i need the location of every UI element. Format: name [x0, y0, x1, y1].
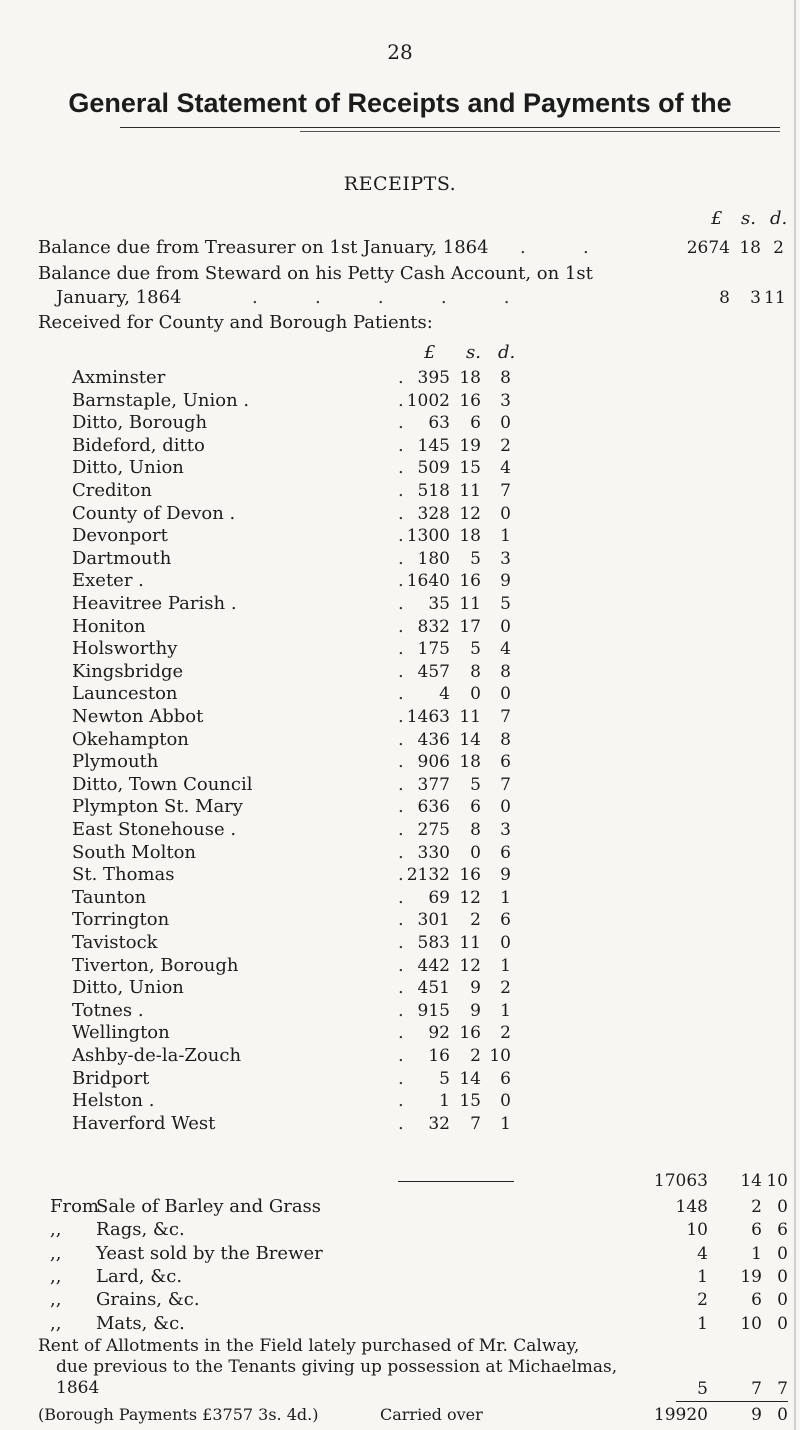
sales-pounds: 4	[697, 1243, 708, 1264]
patient-name: Tavistock	[72, 932, 158, 953]
sales-prefix: From	[50, 1196, 99, 1217]
leader-dots: . .	[520, 237, 589, 258]
leader-dot: .	[398, 706, 404, 727]
patient-pounds: 4	[439, 684, 450, 705]
sales-text: Rags, &c.	[96, 1219, 185, 1241]
rent-line2: due previous to the Tenants giving up possession at Michaelmas,	[56, 1357, 618, 1377]
patients-total-pounds: 17063	[653, 1171, 708, 1191]
rent-line1: Rent of Allotments in the Field lately purchased of Mr. Calway,	[38, 1336, 580, 1356]
patient-name: Exeter .	[72, 570, 144, 592]
patient-pounds: 2132	[406, 865, 450, 886]
patient-shillings: 16	[459, 1023, 481, 1044]
patient-name: South Molton	[72, 841, 196, 863]
sales-text: Sale of Barley and Grass	[96, 1196, 322, 1217]
sales-pounds: 1	[697, 1266, 708, 1287]
patient-pence: 4	[500, 458, 511, 479]
patient-shillings: 12	[459, 887, 481, 908]
sales-prefix: ,,	[50, 1289, 62, 1311]
leader-dot: .	[398, 751, 404, 773]
sales-shillings: 2	[751, 1197, 762, 1217]
patient-name: Okehampton	[72, 728, 189, 750]
patient-pounds: 518	[417, 481, 450, 501]
patient-pounds: 1300	[406, 526, 450, 547]
leader-dot: .	[398, 932, 404, 953]
patient-pounds: 832	[417, 616, 450, 637]
patient-shillings: 12	[459, 955, 481, 976]
rent-pence: 7	[777, 1379, 788, 1399]
patient-shillings: 2	[470, 1046, 481, 1066]
leader-dot: .	[398, 683, 404, 705]
title-rule	[120, 127, 780, 128]
patient-pence: 0	[500, 1091, 511, 1112]
patient-shillings: 11	[459, 707, 481, 727]
sales-pounds: 148	[675, 1197, 708, 1217]
patient-pounds: 16	[428, 1046, 450, 1066]
leader-dot: .	[398, 570, 404, 592]
patients-total-pence: 10	[766, 1171, 788, 1191]
county-heading: Received for County and Borough Patients:	[38, 312, 433, 333]
sales-prefix: ,,	[50, 1265, 62, 1287]
title-subrule	[300, 131, 780, 132]
patient-shillings: 15	[459, 1091, 481, 1112]
patient-name: County of Devon .	[72, 502, 236, 524]
patient-pounds: 915	[417, 1000, 450, 1021]
patient-pence: 6	[500, 1068, 511, 1089]
balance-treasurer-pence: 2	[773, 238, 784, 258]
patient-pounds: 457	[417, 661, 450, 682]
patient-shillings: 11	[459, 594, 481, 614]
balance-steward-line1: Balance due from Steward on his Petty Cash Account, on 1st	[38, 263, 593, 284]
pence-header: d.	[770, 208, 788, 229]
patients-shillings-header: s.	[466, 342, 481, 363]
sales-pounds: 2	[697, 1290, 708, 1311]
patient-shillings: 9	[470, 1000, 481, 1021]
patient-name: Honiton	[72, 615, 146, 637]
patient-name: Ditto, Union	[72, 977, 184, 999]
patient-shillings: 18	[459, 752, 481, 773]
patient-name: Torrington	[72, 909, 170, 931]
patient-name: Totnes .	[72, 999, 144, 1021]
patient-name: Taunton	[72, 886, 147, 908]
leader-dot: .	[398, 502, 404, 524]
patient-shillings: 14	[459, 1068, 481, 1089]
sales-pounds: 10	[686, 1220, 708, 1241]
patient-pence: 1	[500, 1113, 511, 1134]
patient-pence: 3	[500, 548, 511, 569]
leader-dot: .	[398, 796, 404, 818]
patient-pence: 1	[500, 955, 511, 976]
patient-name: Bridport	[72, 1067, 150, 1089]
patient-shillings: 15	[459, 458, 481, 479]
leader-dot: .	[398, 480, 404, 501]
patient-pounds: 330	[417, 842, 450, 863]
sales-prefix: ,,	[50, 1242, 62, 1264]
patient-shillings: 0	[470, 842, 481, 863]
rent-shillings: 7	[751, 1379, 762, 1399]
patient-pence: 5	[500, 594, 511, 614]
sales-shillings: 19	[740, 1266, 762, 1287]
patient-shillings: 18	[459, 368, 481, 388]
patient-name: Axminster	[72, 367, 166, 388]
sales-pence: 0	[777, 1243, 788, 1264]
balance-steward-line2: January, 1864	[56, 287, 182, 308]
patient-pounds: 395	[417, 368, 450, 388]
carried-over-label: Carried over	[380, 1405, 483, 1424]
patient-shillings: 16	[459, 865, 481, 886]
patient-pence: 0	[500, 413, 511, 434]
patient-pence: 1	[500, 526, 511, 547]
patient-shillings: 5	[470, 548, 481, 569]
patient-name: Haverford West	[72, 1112, 216, 1134]
leader-dot: .	[398, 977, 404, 999]
leader-dot: .	[398, 773, 404, 795]
patient-name: Wellington	[72, 1022, 170, 1044]
leader-dot: .	[398, 1090, 404, 1112]
patient-shillings: 6	[470, 413, 481, 434]
sales-text: Lard, &c.	[96, 1265, 183, 1287]
carried-over-pence: 0	[777, 1405, 788, 1425]
carried-over-shillings: 9	[751, 1405, 762, 1425]
balance-treasurer-shillings: 18	[739, 238, 761, 258]
patient-name: Tiverton, Borough	[72, 954, 239, 976]
rent-line3: 1864	[56, 1378, 100, 1398]
pounds-header: £	[711, 208, 723, 229]
patient-shillings: 8	[470, 820, 481, 840]
carried-over-pounds: 19920	[653, 1405, 708, 1425]
leader-dots: . . . . .	[252, 287, 510, 308]
patient-pounds: 436	[417, 729, 450, 750]
patient-shillings: 8	[470, 661, 481, 682]
patient-name: Devonport	[72, 525, 168, 547]
page-number: 28	[387, 40, 413, 64]
patient-pounds: 301	[417, 910, 450, 931]
patient-pounds: 275	[417, 820, 450, 840]
patient-pence: 0	[500, 616, 511, 637]
patient-shillings: 7	[470, 1113, 481, 1134]
sales-text: Grains, &c.	[96, 1289, 200, 1311]
patients-total-shillings: 14	[740, 1171, 762, 1191]
patient-pounds: 1640	[406, 571, 450, 592]
patient-pence: 1	[500, 1000, 511, 1021]
sales-pence: 6	[777, 1220, 788, 1241]
sales-prefix: ,,	[50, 1219, 62, 1241]
leader-dot: .	[398, 412, 404, 434]
patient-shillings: 12	[459, 503, 481, 524]
rent-pounds: 5	[697, 1379, 708, 1399]
patients-pounds-header: £	[424, 342, 436, 363]
leader-dot: .	[398, 819, 404, 840]
patient-name: Dartmouth	[72, 547, 172, 569]
leader-dot: .	[398, 434, 404, 456]
leader-dot: .	[398, 909, 404, 931]
leader-dot: .	[398, 525, 404, 547]
patient-name: Plymouth	[72, 751, 159, 773]
patient-name: Newton Abbot	[72, 706, 204, 727]
patient-pence: 0	[500, 684, 511, 705]
balance-steward-shillings: 3	[750, 288, 761, 308]
sales-pence: 0	[777, 1313, 788, 1334]
patient-pence: 2	[500, 978, 511, 999]
leader-dot: .	[398, 367, 404, 388]
patient-pounds: 63	[428, 413, 450, 434]
sales-text: Mats, &c.	[96, 1312, 185, 1334]
patient-pence: 7	[500, 774, 511, 795]
patient-pence: 6	[500, 752, 511, 773]
leader-dot: .	[398, 728, 404, 750]
leader-dot: .	[398, 999, 404, 1021]
sales-pence: 0	[777, 1266, 788, 1287]
patient-name: Ditto, Town Council	[72, 773, 253, 795]
sales-pence: 0	[777, 1290, 788, 1311]
patient-pence: 10	[489, 1046, 511, 1066]
leader-dot: .	[398, 389, 404, 411]
sales-pence: 0	[777, 1197, 788, 1217]
leader-dot: .	[398, 1067, 404, 1089]
patient-pence: 8	[500, 729, 511, 750]
patient-pence: 0	[500, 933, 511, 953]
sales-shillings: 10	[740, 1313, 762, 1334]
patient-name: St. Thomas	[72, 864, 175, 886]
balance-steward-pounds: 8	[719, 288, 730, 308]
patient-shillings: 2	[470, 910, 481, 931]
patient-pence: 7	[500, 481, 511, 501]
patient-pence: 2	[500, 435, 511, 456]
leader-dot: .	[398, 954, 404, 976]
patient-pounds: 583	[417, 933, 450, 953]
patient-shillings: 5	[470, 639, 481, 660]
receipts-heading: RECEIPTS.	[343, 173, 457, 195]
patient-name: Ditto, Union	[72, 457, 184, 479]
patient-shillings: 11	[459, 481, 481, 501]
leader-dot: .	[398, 841, 404, 863]
patient-pence: 1	[500, 887, 511, 908]
shillings-header: s.	[741, 208, 756, 229]
patient-pence: 3	[500, 820, 511, 840]
patient-pounds: 1463	[406, 707, 450, 727]
sales-text: Yeast sold by the Brewer	[96, 1242, 323, 1264]
patient-shillings: 11	[459, 933, 481, 953]
patient-pence: 6	[500, 842, 511, 863]
patients-subtotal-rule	[398, 1181, 514, 1182]
patient-pence: 8	[500, 368, 511, 388]
patient-pence: 8	[500, 661, 511, 682]
leader-dot: .	[398, 1022, 404, 1044]
patient-pounds: 32	[428, 1113, 450, 1134]
patient-pounds: 1002	[406, 390, 450, 411]
patient-pence: 4	[500, 639, 511, 660]
balance-treasurer-text: Balance due from Treasurer on 1st January, 1864	[38, 237, 489, 258]
patient-shillings: 16	[459, 390, 481, 411]
patient-pounds: 175	[417, 639, 450, 660]
patient-name: Crediton	[72, 480, 152, 501]
patient-pounds: 145	[417, 435, 450, 456]
patient-pence: 9	[500, 865, 511, 886]
patient-shillings: 17	[459, 616, 481, 637]
patient-pounds: 906	[417, 752, 450, 773]
patient-pounds: 377	[417, 774, 450, 795]
leader-dot: .	[398, 864, 404, 886]
patient-name: Plympton St. Mary	[72, 796, 243, 818]
patient-shillings: 16	[459, 571, 481, 592]
patient-pounds: 5	[439, 1068, 450, 1089]
patient-name: Bideford, ditto	[72, 434, 205, 456]
patient-pence: 3	[500, 390, 511, 411]
patient-name: Ditto, Borough	[72, 412, 208, 434]
leader-dot: .	[398, 457, 404, 479]
patient-name: Ashby-de-la-Zouch	[72, 1045, 242, 1066]
leader-dot: .	[398, 1045, 404, 1066]
leader-dot: .	[398, 1112, 404, 1134]
borough-payments-note: (Borough Payments £3757 3s. 4d.)	[38, 1405, 319, 1424]
leader-dot: .	[398, 593, 404, 614]
leader-dot: .	[398, 660, 404, 682]
patient-shillings: 6	[470, 797, 481, 818]
page-edge	[794, 0, 796, 1430]
patient-pounds: 1	[439, 1091, 450, 1112]
patient-pounds: 35	[428, 594, 450, 614]
patient-shillings: 14	[459, 729, 481, 750]
patient-name: Heavitree Parish .	[72, 593, 237, 614]
patient-name: East Stonehouse .	[72, 819, 237, 840]
patients-pence-header: d.	[498, 342, 516, 363]
patient-name: Barnstaple, Union .	[72, 389, 250, 411]
patient-pence: 7	[500, 707, 511, 727]
patient-pounds: 636	[417, 797, 450, 818]
patient-name: Launceston	[72, 683, 178, 705]
patient-name: Holsworthy	[72, 638, 178, 660]
sales-shillings: 1	[751, 1243, 762, 1264]
page-title: General Statement of Receipts and Payments of the	[68, 88, 732, 118]
patient-pence: 0	[500, 797, 511, 818]
patient-pounds: 180	[417, 548, 450, 569]
leader-dot: .	[398, 547, 404, 569]
sales-shillings: 6	[751, 1290, 762, 1311]
patient-shillings: 0	[470, 684, 481, 705]
patient-pounds: 69	[428, 887, 450, 908]
patient-pence: 0	[500, 503, 511, 524]
patient-pounds: 92	[428, 1023, 450, 1044]
balance-steward-pence: 11	[764, 288, 786, 308]
leader-dot: .	[398, 638, 404, 660]
patient-name: Kingsbridge	[72, 660, 184, 682]
patient-pounds: 328	[417, 503, 450, 524]
patient-shillings: 19	[459, 435, 481, 456]
patient-pounds: 509	[417, 458, 450, 479]
patient-pounds: 451	[417, 978, 450, 999]
patient-pence: 2	[500, 1023, 511, 1044]
patient-pence: 6	[500, 910, 511, 931]
total-rule	[676, 1401, 788, 1402]
sales-shillings: 6	[751, 1220, 762, 1241]
sales-pounds: 1	[697, 1313, 708, 1334]
patient-name: Helston .	[72, 1090, 155, 1112]
patient-pounds: 442	[417, 955, 450, 976]
leader-dot: .	[398, 615, 404, 637]
sales-prefix: ,,	[50, 1312, 62, 1334]
patient-shillings: 5	[470, 774, 481, 795]
balance-treasurer-pounds: 2674	[686, 238, 730, 258]
patient-pence: 9	[500, 571, 511, 592]
patient-shillings: 18	[459, 526, 481, 547]
patient-shillings: 9	[470, 978, 481, 999]
leader-dot: .	[398, 886, 404, 908]
